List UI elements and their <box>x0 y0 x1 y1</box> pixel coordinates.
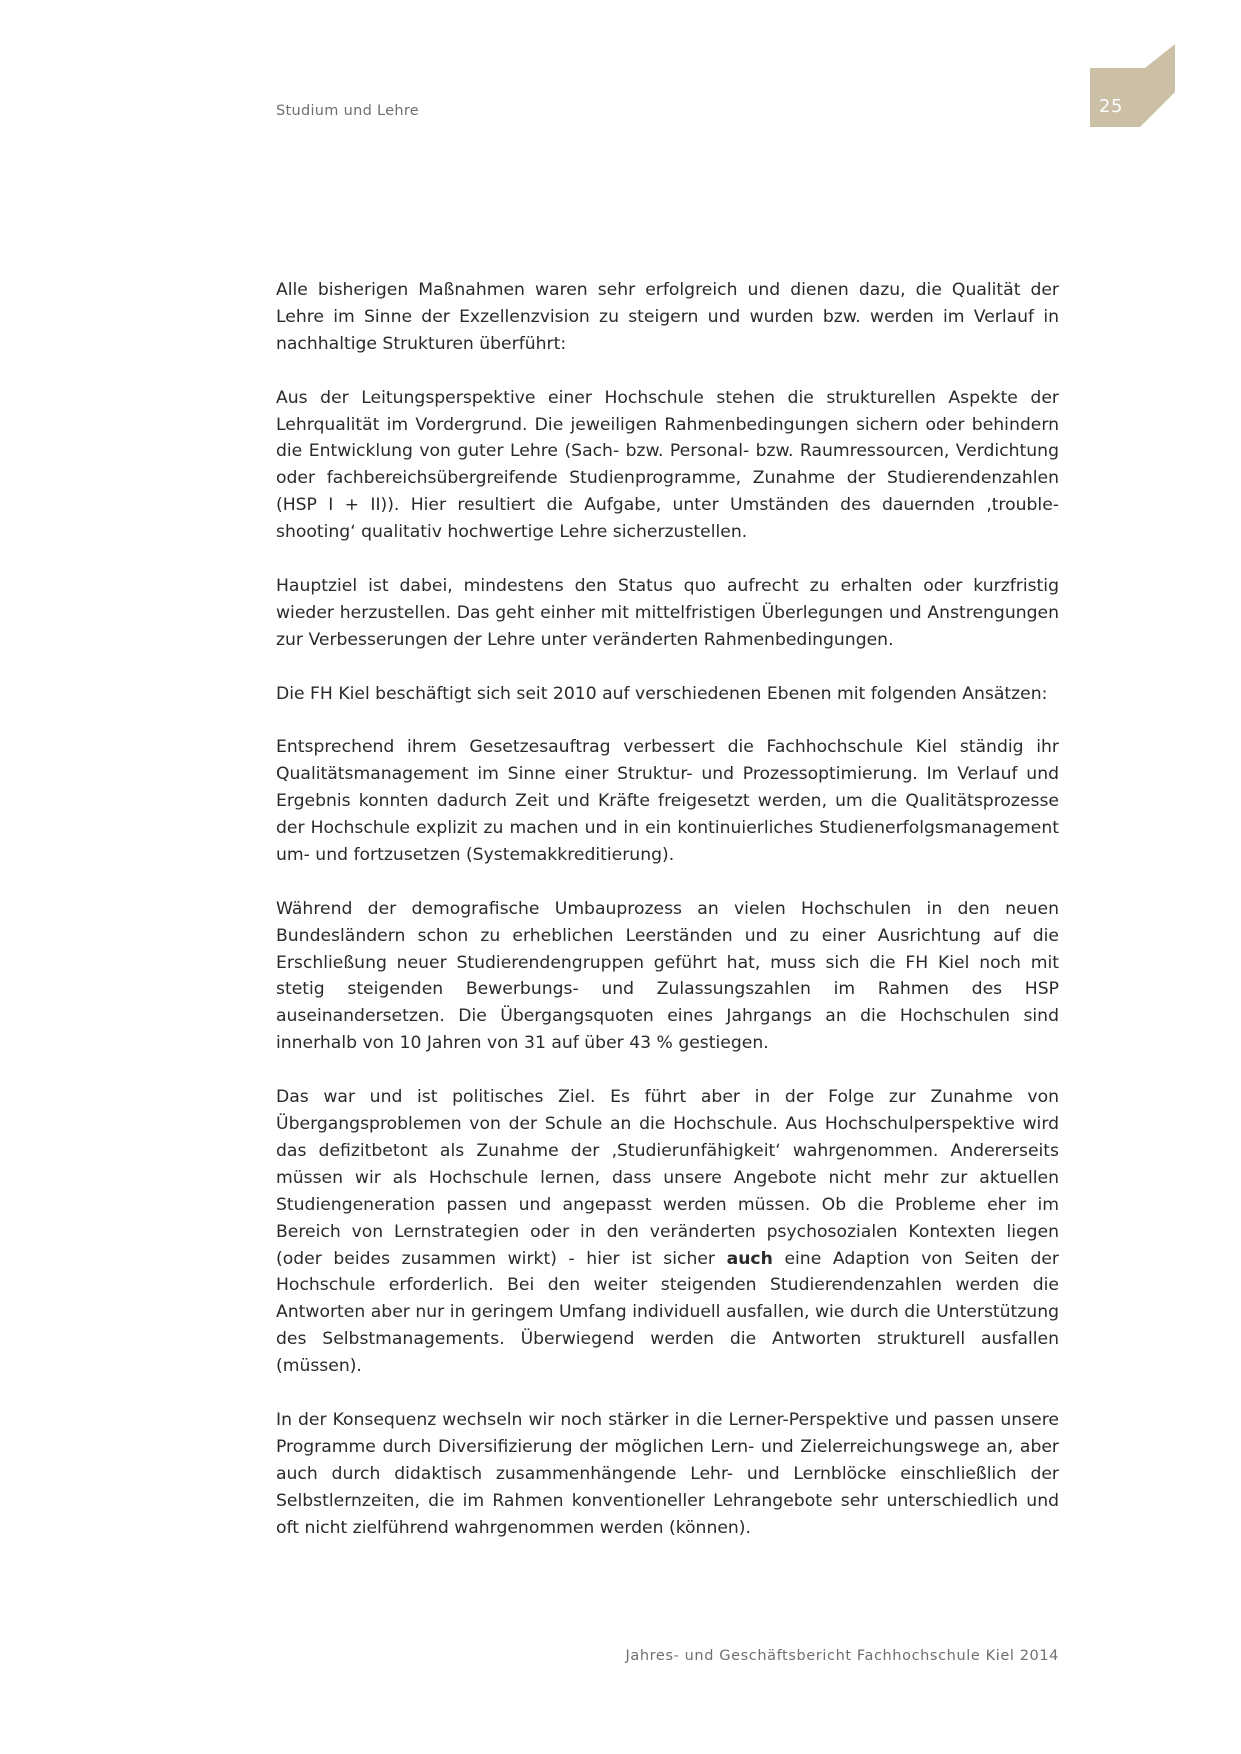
paragraph-3: Hauptziel ist dabei, mindestens den Status quo aufrecht zu erhalten oder kurzfristig wieder herzustellen. Das geht einher mit mittelfristigen Überlegungen und Anstrengungen zur Verbesserungen der Lehre unter veränderten Rahmenbedingungen. <box>276 575 1059 650</box>
paragraph-7 <box>276 1084 1059 1380</box>
page-number: 25 <box>1099 96 1123 117</box>
body-text <box>276 277 1059 1568</box>
paragraph-6: Während der demografische Umbauprozess an vielen Hochschulen in den neuen Bundesländern schon zu erheblichen Leerständen und zu einer Ausrichtung auf die Erschließung neuer Studierendengruppen geführt hat, muss sich die FH Kiel noch mit stetig steigenden Bewerbungs- und Zulassungszahlen im Rahmen des HSP auseinandersetzen. Die Übergangsquoten eines Jahrgangs an die Hochschulen sind innerhalb von 10 Jahren von 31 auf über 43 % gestiegen. <box>276 898 1059 1054</box>
paragraph-8: In der Konsequenz wechseln wir noch stärker in die Lerner-Perspektive und passen unsere Programme durch Diversifizierung der möglichen Lern- und Zielerreichungswege an, aber auch durch didaktisch zusammenhängende Lehr- und Lernblöcke einschließlich der Selbstlernzeiten, die im Rahmen konventioneller Lehrangebote sehr unterschiedlich und oft nicht zielführend wahrgenommen werden (können). <box>276 1409 1059 1538</box>
paragraph-5: Entsprechend ihrem Gesetzesauftrag verbessert die Fachhochschule Kiel ständig ihr Qualitätsmanagement im Sinne einer Struktur- und Prozessoptimierung. Im Verlauf und Ergebnis konnten dadurch Zeit und Kräfte freigesetzt werden, um die Qualitätsprozesse der Hochschule explizit zu machen und in ein kontinuierliches Studienerfolgsmanagement um- und fortzusetzen (Systemakkreditierung). <box>276 737 1059 865</box>
paragraph-1: Alle bisherigen Maßnahmen waren sehr erfolgreich und dienen dazu, die Qualität der Lehre im Sinne der Exzellenzvision zu steigern und wurden bzw. werden im Verlauf in nachhaltige Strukturen überführt: <box>276 280 1059 354</box>
paragraph-4: Die FH Kiel beschäftigt sich seit 2010 auf verschiedenen Ebenen mit folgenden Ansätzen: <box>276 683 1048 704</box>
running-head: Studium und Lehre <box>276 103 420 119</box>
paragraph-2: Aus der Leitungsperspektive einer Hochschule stehen die strukturellen Aspekte der Lehrqualität im Vordergrund. Die jeweiligen Rahmenbedingungen sichern oder behindern die Entwicklung von guter Lehre (Sach- bzw. Personal- bzw. Raumressourcen, Verdichtung oder fachbereichsübergreifende Studienprogramme, Zunahme der Studierendenzahlen (HSP I + II)). Hier resultiert die Aufgabe, unter Umständen des dauernden ‚trouble-shooting‘ qualitativ hochwertige Lehre sicherzustellen. <box>276 387 1059 543</box>
paragraph-7-start: Das war und ist politisches Ziel. Es führt aber in der Folge zur Zunahme von Übergangsproblemen von der Schule an die Hochschule. Aus Hochschulperspektive wird das defizitbetont als Zunahme der ‚Studierunfähigkeit‘ wahrgenommen. Andererseits müssen wir als Hochschule lernen, dass unsere Angebote nicht mehr zur aktuellen Studiengeneration passen und angepasst werden müssen. Ob die Probleme eher im Bereich von Lernstrategien oder in den veränderten psychosozialen Kontexten liegen (oder beides zusammen wirkt) - hier ist sicher <box>276 1087 1059 1269</box>
paragraph-7-bold: auch <box>726 1248 773 1269</box>
footer: Jahres- und Geschäftsbericht Fachhochschule Kiel 2014 <box>625 1648 1059 1664</box>
paragraph-7-end: eine Adaption von Seiten der Hochschule erforderlich. Bei den weiter steigenden Studierendenzahlen werden die Antworten aber nur in geringem Umfang individuell ausfallen, wie durch die Unterstützung des Selbstmanagements. Überwiegend werden die Antworten strukturell ausfallen (müssen). <box>276 1248 1059 1377</box>
